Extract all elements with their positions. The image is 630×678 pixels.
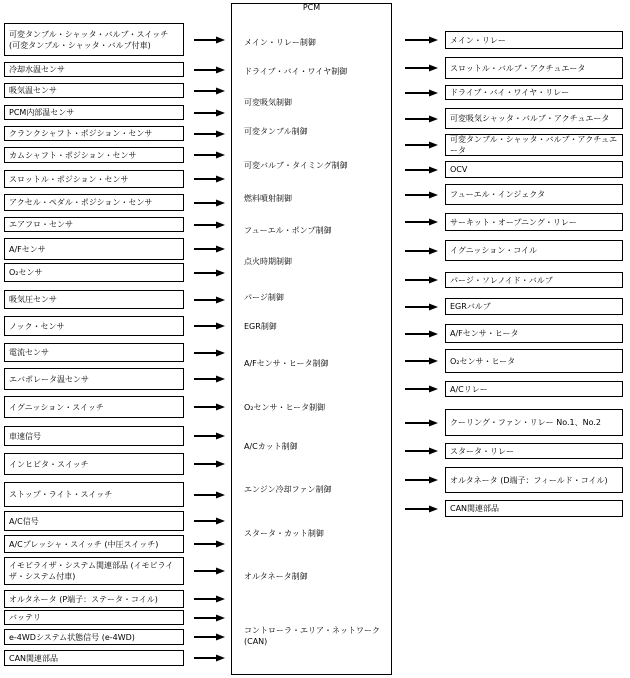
- input-arrow: [194, 270, 225, 277]
- pcm-function-label: ドライブ・バイ・ワイヤ制御: [244, 67, 348, 76]
- input-arrow: [194, 246, 225, 253]
- input-signal-label: クランクシャフト・ポジション・センサ: [9, 129, 153, 138]
- output-arrow: [405, 477, 438, 484]
- pcm-function-label: 燃料噴射制御: [244, 194, 292, 203]
- input-arrow: [194, 655, 225, 662]
- input-signal-label: ストップ・ライト・スイッチ: [9, 490, 113, 499]
- input-signal-label: ノック・センサ: [9, 321, 65, 331]
- pcm-function-label: エンジン冷却ファン制御: [244, 485, 332, 494]
- input-signal-label: 吸気圧センサ: [9, 295, 57, 304]
- input-arrow: [194, 297, 225, 304]
- pcm-function-label: フューエル・ポンプ制御: [244, 226, 332, 235]
- output-arrow: [405, 167, 438, 174]
- pcm-function-label: メイン・リレー制御: [244, 38, 316, 47]
- output-actuator-label: スロットル・バルブ・アクチュエータ: [450, 63, 586, 73]
- output-arrow: [405, 331, 438, 338]
- output-actuator-label: OCV: [450, 165, 468, 174]
- output-arrow: [405, 448, 438, 455]
- input-arrow: [194, 67, 225, 74]
- input-arrow: [194, 634, 225, 641]
- input-signal-label: PCM内部温センサ: [9, 108, 75, 117]
- input-arrow: [194, 541, 225, 548]
- output-arrow: [405, 277, 438, 284]
- output-arrow: [405, 90, 438, 97]
- output-actuator-label: EGRバルブ: [450, 302, 491, 311]
- input-arrow: [194, 350, 225, 357]
- output-actuator-label: クーリング・ファン・リレー No.1、No.2: [450, 418, 601, 427]
- output-arrow: [405, 142, 438, 149]
- input-signal-label: A/Fセンサ: [9, 244, 46, 254]
- input-arrow: [194, 176, 225, 183]
- output-actuator-label: CAN関連部品: [450, 504, 500, 513]
- output-actuator-label: 可変吸気シャッタ・バルブ・アクチュエータ: [450, 114, 610, 123]
- input-arrow: [194, 152, 225, 159]
- output-actuator-label: ドライブ・バイ・ワイヤ・リレー: [450, 88, 570, 97]
- output-actuator-label: パージ・ソレノイド・バルブ: [450, 275, 553, 285]
- output-actuator-label: オルタネータ (D端子：フィールド・コイル): [450, 475, 608, 485]
- input-arrow: [194, 461, 225, 468]
- input-signal-label: エアフロ・センサ: [9, 220, 73, 229]
- pcm-function-label: A/Cカット制御: [244, 442, 298, 451]
- input-signal-label: インヒビタ・スイッチ: [9, 459, 89, 469]
- input-signal-label: イグニッション・スイッチ: [9, 402, 104, 412]
- input-signal-label: 可変タンブル・シャッタ・バルブ・スイッチ (可変タンブル・シャッタ・バルブ付車): [9, 29, 169, 50]
- input-arrow: [194, 433, 225, 440]
- input-signal-label: イモビライザ・システム関連部品 (イモビライザ・システム付車): [9, 561, 174, 581]
- pcm-function-label: パージ制御: [244, 293, 284, 302]
- pcm-function-label: スタータ・カット制御: [244, 529, 324, 538]
- pcm-function-label: 可変タンブル制御: [244, 127, 308, 136]
- output-arrow: [405, 219, 438, 226]
- output-actuator-label: O₂センサ・ヒータ: [450, 356, 516, 366]
- input-signal-label: カムシャフト・ポジション・センサ: [9, 150, 137, 160]
- input-arrow: [194, 37, 225, 44]
- pcm-function-label: コントローラ・エリア・ネットワーク (CAN): [244, 626, 380, 646]
- input-signal-label: e-4WDシステム状態信号 (e-4WD): [9, 632, 135, 642]
- input-signal-label: 吸気温センサ: [9, 86, 57, 95]
- input-signal-label: O₂センサ: [9, 268, 43, 277]
- output-arrow: [405, 420, 438, 427]
- input-arrow: [194, 568, 225, 575]
- input-signal-label: CAN関連部品: [9, 653, 59, 663]
- input-signal-label: バッテリ: [9, 613, 41, 622]
- input-arrow: [194, 492, 225, 499]
- input-signal-label: エバポレータ温センサ: [9, 374, 89, 384]
- output-arrow: [405, 192, 438, 199]
- input-arrow: [194, 110, 225, 117]
- input-signal-label: 冷却水温センサ: [9, 65, 65, 74]
- input-signal-label: A/Cプレッシャ・スイッチ (中圧スイッチ): [9, 539, 159, 549]
- pcm-title: PCM: [302, 3, 321, 12]
- input-arrow: [194, 131, 225, 138]
- input-arrow: [194, 200, 225, 207]
- output-arrow: [405, 386, 438, 393]
- input-arrow: [194, 88, 225, 95]
- output-arrow: [405, 506, 438, 513]
- pcm-function-label: 点火時期制御: [244, 257, 292, 266]
- input-signal-label: スロットル・ポジション・センサ: [9, 174, 129, 184]
- output-arrow: [405, 358, 438, 365]
- pcm-function-label: 可変吸気制御: [244, 98, 292, 107]
- output-actuator-label: スタータ・リレー: [450, 446, 514, 456]
- input-arrow: [194, 376, 225, 383]
- input-arrow: [194, 615, 225, 622]
- pcm-function-label: O₂センサ・ヒータ制御: [244, 403, 326, 412]
- input-signal-label: A/C信号: [9, 516, 39, 526]
- input-arrow: [194, 323, 225, 330]
- output-arrow: [405, 304, 438, 311]
- pcm-function-label: EGR制御: [244, 322, 277, 331]
- output-actuator-label: A/Cリレー: [450, 384, 488, 394]
- output-arrow: [405, 116, 438, 123]
- input-arrow: [194, 596, 225, 603]
- output-arrow: [405, 65, 438, 72]
- input-signal-label: 車速信号: [9, 431, 41, 441]
- output-actuator-label: A/Fセンサ・ヒータ: [450, 329, 519, 338]
- input-arrow: [194, 222, 225, 229]
- output-actuator-label: フューエル・インジェクタ: [450, 190, 546, 199]
- pcm-function-label: A/Fセンサ・ヒータ制御: [244, 359, 329, 368]
- output-arrow: [405, 248, 438, 255]
- pcm-function-label: オルタネータ制御: [244, 572, 308, 581]
- input-arrow: [194, 404, 225, 411]
- input-signal-label: オルタネータ (P端子：ステータ・コイル): [9, 594, 158, 604]
- output-actuator-label: サーキット・オープニング・リレー: [450, 217, 577, 227]
- input-signal-label: アクセル・ペダル・ポジション・センサ: [9, 198, 153, 207]
- output-actuator-label: メイン・リレー: [450, 35, 506, 45]
- output-actuator-label: 可変タンブル・シャッタ・バルブ・アクチュエータ: [450, 135, 618, 155]
- output-actuator-label: イグニッション・コイル: [450, 246, 537, 255]
- pcm-function-label: 可変バルブ・タイミング制御: [244, 161, 348, 170]
- input-signal-label: 電流センサ: [9, 348, 49, 357]
- output-arrow: [405, 37, 438, 44]
- input-arrow: [194, 518, 225, 525]
